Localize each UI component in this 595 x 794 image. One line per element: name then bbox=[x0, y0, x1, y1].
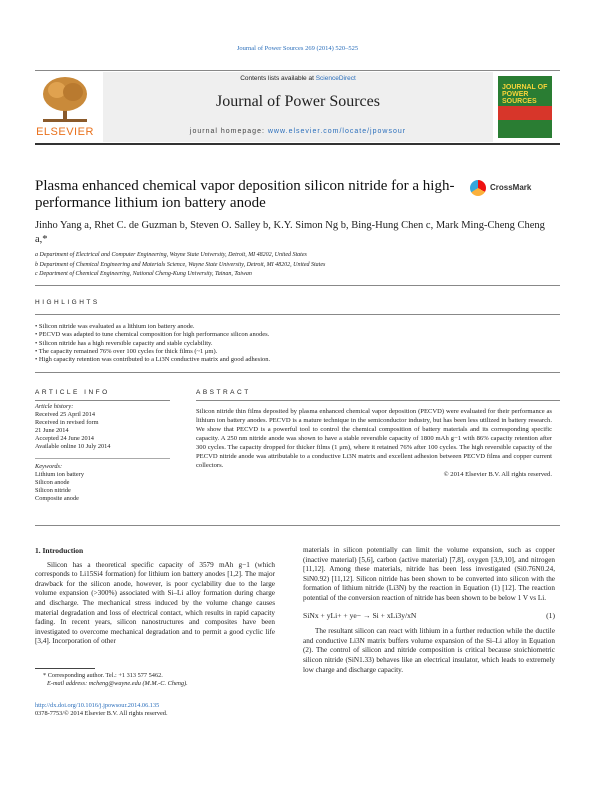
body-column-left bbox=[35, 546, 275, 647]
history-label: Article history: bbox=[35, 403, 74, 410]
elsevier-logo bbox=[35, 74, 95, 138]
issn-line: 0378-7753/© 2014 Elsevier B.V. All rights reserved. bbox=[35, 710, 168, 717]
elsevier-tree-icon bbox=[35, 74, 95, 124]
corresponding-author: * Corresponding author. Tel.: +1 313 577 5462. bbox=[43, 672, 163, 679]
abstract-heading: ABSTRACT bbox=[196, 389, 251, 396]
cover-band bbox=[498, 106, 552, 120]
journal-cover-thumbnail bbox=[498, 76, 552, 138]
doi-link[interactable]: http://dx.doi.org/10.1016/j.jpowsour.2014.06.135 bbox=[35, 702, 160, 709]
keyword: Lithium ion battery bbox=[35, 470, 84, 478]
body-paragraph: The resultant silicon can react with lithium in a further reduction while the ductile and conductive Li3N matrix buffers volume expansion of the Si–Li alloy in Equation (2). The control of silicon and nitride composition is critical because stoichiometric silicon nitride (SiN1.33) behaves like an electrical insulator, which leads to extremely low charge and discharge capacity. bbox=[303, 627, 555, 674]
keywords-label: Keywords: bbox=[35, 462, 63, 470]
equation-number: (1) bbox=[546, 610, 555, 620]
divider bbox=[35, 372, 560, 373]
article-info bbox=[35, 403, 170, 503]
highlights-list bbox=[35, 323, 560, 364]
header-rule bbox=[35, 70, 560, 71]
copyright: © 2014 Elsevier B.V. All rights reserved. bbox=[443, 471, 552, 478]
keyword: Composite anode bbox=[35, 494, 79, 502]
abstract-block bbox=[196, 407, 552, 479]
highlight-item: • The capacity remained 76% over 100 cycles for thick films (~1 μm). bbox=[35, 348, 560, 356]
divider bbox=[35, 285, 560, 286]
footnote bbox=[35, 672, 275, 688]
history-item: 21 June 2014 bbox=[35, 427, 69, 435]
equation-1 bbox=[303, 611, 555, 621]
highlights-heading: HIGHLIGHTS bbox=[35, 299, 100, 306]
article-title: Plasma enhanced chemical vapor deposition silicon nitride for a high-performance lithium ion battery anode bbox=[35, 178, 455, 211]
homepage-prefix: journal homepage: bbox=[189, 128, 268, 135]
crossmark-icon bbox=[470, 180, 486, 196]
doi-block bbox=[35, 702, 168, 718]
equation-text: SiNx + yLi+ + ye− → Si + xLi3y/xN bbox=[303, 610, 417, 620]
divider bbox=[35, 525, 560, 526]
highlight-item: • High capacity retention was contributed to a Li3N conductive matrix and good adhesion. bbox=[35, 356, 560, 364]
divider bbox=[196, 400, 560, 401]
divider bbox=[35, 400, 170, 401]
contents-prefix: Contents lists available at bbox=[240, 75, 316, 82]
keyword: Silicon anode bbox=[35, 478, 70, 486]
homepage-link[interactable]: www.elsevier.com/locate/jpowsour bbox=[267, 128, 407, 135]
crossmark-label: CrossMark bbox=[490, 183, 532, 192]
history-item: Received 25 April 2014 bbox=[35, 411, 95, 419]
section-title: 1. Introduction bbox=[35, 546, 84, 555]
highlight-item: • Silicon nitride was evaluated as a lithium ion battery anode. bbox=[35, 323, 560, 331]
journal-homepage bbox=[103, 128, 493, 135]
masthead-rule bbox=[35, 143, 560, 145]
cover-title: JOURNAL OF POWER SOURCES bbox=[502, 84, 548, 105]
history-item: Received in revised form bbox=[35, 419, 99, 427]
sciencedirect-link[interactable]: ScienceDirect bbox=[315, 75, 356, 82]
affiliation-b: b Department of Chemical Engineering and Materials Science, Wayne State University, Detroit, MI 48202, United States bbox=[35, 261, 326, 268]
crossmark-badge[interactable] bbox=[470, 180, 560, 196]
divider bbox=[35, 458, 170, 459]
abstract-text: Silicon nitride thin films deposited by plasma enhanced chemical vapor deposition (PECVD) were evaluated for their performance as lithium ion battery anodes. PECVD is a mature technique in the semiconductor industry, but has been less utilized in battery research. We show that PECVD is a powerful tool to control the chemical composition of battery materials and its corresponding specific capacity. A 250 nm nitride anode was shown to have a stable reversible capacity of 1800 mAh g−1 with 86% capacity retention after 300 cycles. The capacity dropped for thicker films (1 μm), where it retained 76% after 100 cycles. The high reversible capacity of the PECVD nitride anode was attributable to a conductive Li3N matrix and excellent adhesion between PECVD films and copper current collectors. bbox=[196, 408, 552, 469]
contents-line bbox=[103, 75, 493, 82]
body-paragraph: materials in silicon potentially can limit the volume expansion, such as copper (inactive material) [5,6], carbon (active material) [7,8], oxygen [3,9,10], and nitrogen [11,12]. Among these materials, nitride has been less investigated (Si0.76N0.24, SiN0.92) [11,12]. Silicon nitride has been shown to be converted into silicon with the formation of lithium nitride (Li3N) by the reaction in Equation (1) [12]. The reaction potential of the conversion reaction of nitride has been shown to be below 1 V vs Li. bbox=[303, 546, 555, 602]
article-info-heading: ARTICLE INFO bbox=[35, 389, 110, 396]
journal-name: Journal of Power Sources bbox=[216, 93, 380, 110]
history-item: Accepted 24 June 2014 bbox=[35, 435, 94, 443]
email-address[interactable]: E-mail address: mcheng@wayne.edu (M.M.-C. Cheng). bbox=[47, 680, 188, 687]
affiliation-c: c Department of Chemical Engineering, National Cheng-Kung University, Tainan, Taiwan bbox=[35, 271, 252, 277]
footnote-rule bbox=[35, 668, 95, 669]
journal-citation[interactable]: Journal of Power Sources 269 (2014) 520–525 bbox=[236, 45, 359, 52]
body-paragraph: Silicon has a theoretical specific capacity of 3579 mAh g−1 (which corresponds to Li15Si4 formation) for lithium ion battery anodes [1,2]. The major drawback for the silicon anode, however, is poor cyclability due to the large volume expansion (>300%) associated with Si–Li alloy formation during charge and discharge. The mechanical stress induced by the volume change causes material degradation and loss of electrical contact, which results in rapid capacity fading. In recent years, silicon nanostructures and composites have been investigated to overcome mechanical degradation and to permit a good cyclic life [3,4]. Incorporation of other bbox=[35, 560, 275, 646]
history-item: Available online 10 July 2014 bbox=[35, 443, 111, 451]
affiliation-a: a Department of Electrical and Computer Engineering, Wayne State University, Detroit, MI 48202, United States bbox=[35, 252, 307, 258]
affiliations bbox=[35, 251, 560, 280]
highlight-item: • Silicon nitride has a high reversible capacity and stable cyclability. bbox=[35, 340, 560, 348]
keyword: Silicon nitride bbox=[35, 486, 71, 494]
publisher-name: ELSEVIER bbox=[36, 126, 94, 138]
body-column-right bbox=[303, 546, 555, 675]
author-list: Jinho Yang a, Rhet C. de Guzman b, Steven O. Salley b, K.Y. Simon Ng b, Bing-Hung Chen c, Mark Ming-Cheng Cheng a,* bbox=[35, 220, 545, 245]
divider bbox=[35, 314, 560, 315]
highlight-item: • PECVD was adapted to tune chemical composition for high performance silicon anodes. bbox=[35, 331, 560, 339]
